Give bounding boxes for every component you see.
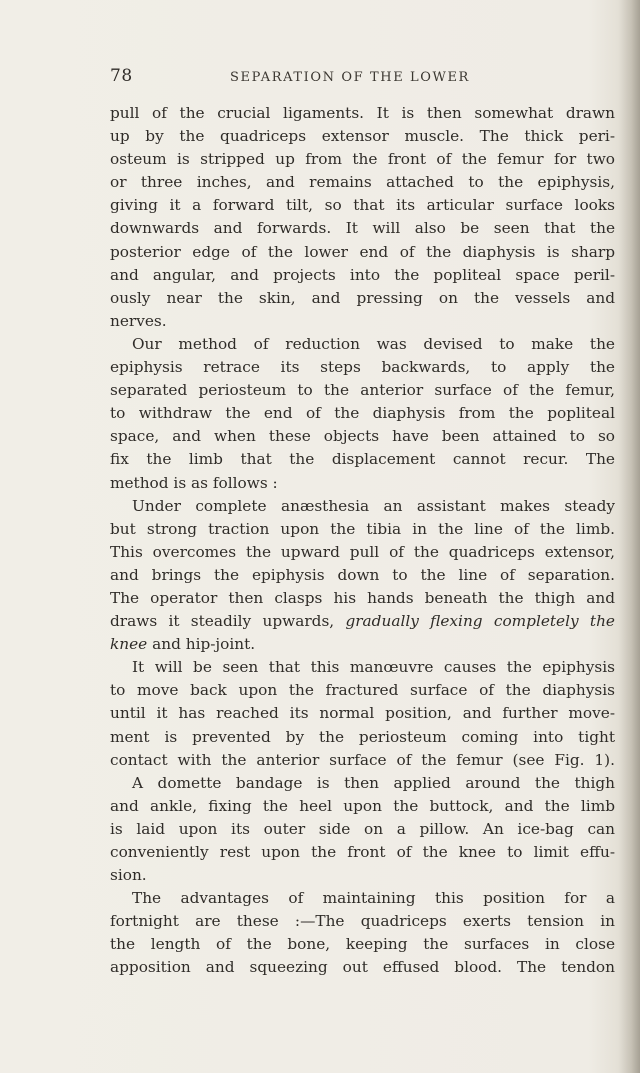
text-line: [110, 749, 615, 772]
text-line-content: osteum is stripped up from the front of the femur for two: [110, 150, 615, 169]
text-line: [110, 818, 615, 841]
text-line-content: downwards and forwards. It will also be seen that the: [110, 219, 615, 238]
text-line: [110, 333, 615, 356]
text-line-content: pull of the crucial ligaments. It is then somewhat drawn: [110, 104, 615, 122]
text-line-content: method is as follows :: [110, 473, 278, 492]
text-line: [110, 679, 615, 702]
text-line: [110, 541, 615, 564]
text-line: [110, 379, 615, 402]
running-head: SEPARATION OF THE LOWER: [230, 70, 470, 85]
text-line: [110, 910, 615, 933]
text-line-content: posterior edge of the lower end of the diaphysis is sharp: [110, 242, 615, 261]
text-line: [110, 702, 615, 725]
text-line-content: and angular, and projects into the popliteal space peril-: [110, 265, 615, 284]
text-line-content: giving it a forward tilt, so that its articular surface looks: [110, 196, 615, 215]
text-line: [110, 402, 615, 425]
text-line-content: Our method of reduction was devised to make the: [132, 334, 615, 353]
text-line: [110, 425, 615, 448]
text-line: [110, 495, 615, 518]
text-line-content: The operator then clasps his hands beneath the thigh and: [110, 588, 615, 607]
text-line: [110, 933, 615, 956]
text-line: [110, 772, 615, 795]
text-line: [110, 217, 615, 240]
text-line-content: space, and when these objects have been attained to so: [110, 427, 615, 446]
text-line-content: Under complete anæsthesia an assistant makes steady: [132, 496, 615, 515]
text-line: [110, 287, 615, 310]
text-line-content: fortnight are these :—The quadriceps exerts tension in: [110, 912, 615, 931]
text-line: [110, 956, 615, 979]
text-line-content: to withdraw the end of the diaphysis from the popliteal: [110, 404, 615, 423]
text-line-content: and ankle, fixing the heel upon the buttock, and the limb: [110, 796, 615, 815]
text-line-content: and hip-joint.: [147, 635, 256, 654]
text-line-content: or three inches, and remains attached to the epiphysis,: [110, 173, 615, 192]
text-line-content: contact with the anterior surface of the femur (see Fig. 1).: [110, 750, 615, 769]
text-line: [110, 656, 615, 679]
text-line-content: draws it steadily upwards,: [110, 612, 346, 631]
text-line: [110, 564, 615, 587]
text-line: [110, 264, 615, 287]
page-header: [110, 66, 610, 88]
text-line-content: A domette bandage is then applied around the thigh: [132, 773, 615, 792]
text-line-content: ment is prevented by the periosteum coming into tight: [110, 727, 615, 746]
text-line: [110, 125, 615, 148]
text-line: [110, 194, 615, 217]
text-line-content: separated periosteum to the anterior surface of the femur,: [110, 381, 615, 400]
text-line: [110, 610, 615, 633]
text-line: [110, 171, 615, 194]
text-line: [110, 587, 615, 610]
text-line-content: This overcomes the upward pull of the quadriceps extensor,: [110, 542, 615, 561]
text-line-content: The advantages of maintaining this position for a: [132, 889, 615, 908]
text-line-content: ously near the skin, and pressing on the vessels and: [110, 288, 615, 307]
body-text: [110, 102, 615, 980]
text-line-content: sion.: [110, 866, 147, 885]
text-line: [110, 448, 615, 471]
text-line: [110, 633, 615, 656]
text-line-content: conveniently rest upon the front of the knee to limit effu-: [110, 843, 615, 861]
text-line: [110, 795, 615, 818]
emphasis-text: knee: [110, 635, 148, 654]
text-line-content: to move back upon the fractured surface of the diaphysis: [110, 681, 615, 700]
text-line: [110, 102, 615, 125]
page-edge-shadow: [618, 0, 640, 1073]
text-line-content: is laid upon its outer side on a pillow. An ice-bag can: [110, 819, 615, 838]
text-line-content: fix the limb that the displacement cannot recur. The: [110, 450, 615, 469]
text-line-content: up by the quadriceps extensor muscle. The thick peri-: [110, 127, 615, 146]
text-line: [110, 841, 615, 864]
text-line: [110, 241, 615, 264]
text-line-content: apposition and squeezing out effused blood. The tendon: [110, 958, 615, 977]
text-line: [110, 148, 615, 171]
text-line: [110, 356, 615, 379]
text-line-content: epiphysis retrace its steps backwards, to apply the: [110, 358, 615, 377]
text-line: [110, 472, 615, 495]
text-line: [110, 310, 615, 333]
text-line-content: until it has reached its normal position, and further move-: [110, 704, 615, 723]
text-line-content: nerves.: [110, 311, 167, 330]
page-number: 78: [110, 66, 133, 86]
text-line: [110, 887, 615, 910]
text-line-content: the length of the bone, keeping the surfaces in close: [110, 935, 615, 954]
emphasis-text: gradually flexing completely the: [345, 612, 615, 631]
text-line-content: It will be seen that this manœuvre causes the epiphysis: [132, 658, 615, 677]
text-line-content: and brings the epiphysis down to the line of separation.: [110, 565, 615, 584]
text-line: [110, 864, 615, 887]
text-line-content: but strong traction upon the tibia in the line of the limb.: [110, 519, 615, 538]
text-line: [110, 726, 615, 749]
text-line: [110, 518, 615, 541]
